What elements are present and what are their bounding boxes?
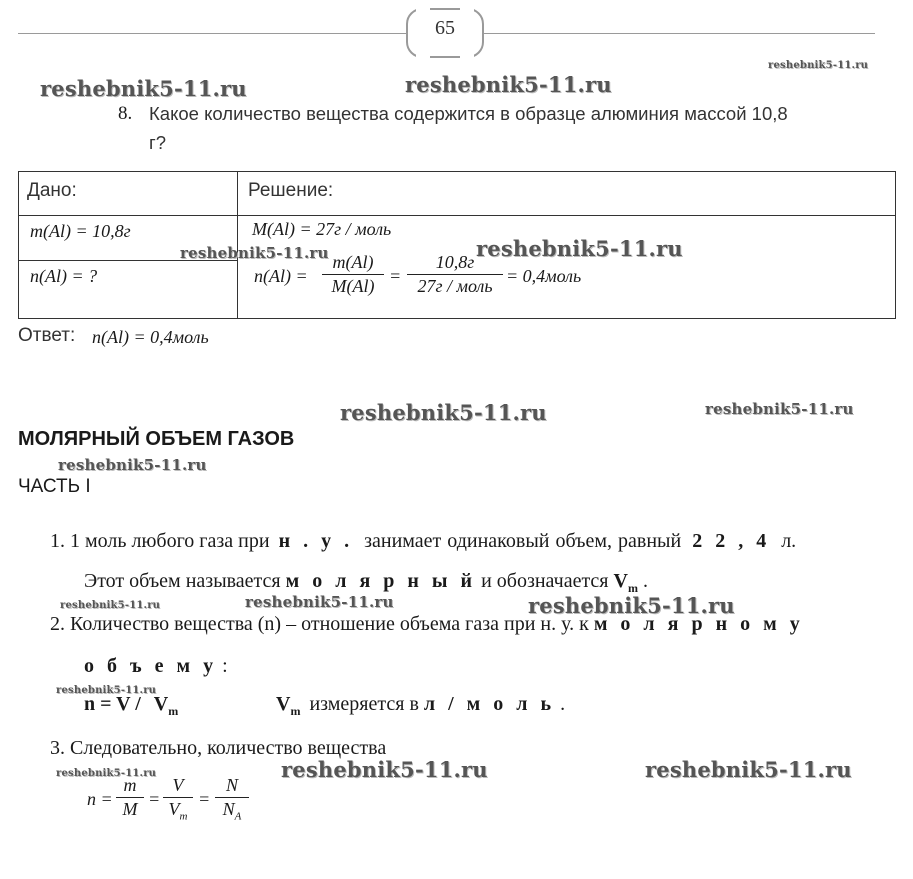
item-2-molarnomu: м о л я р н о м у bbox=[593, 613, 804, 635]
watermark: reshebnik5-11.ru bbox=[528, 593, 735, 618]
item-2-measure-text: измеряется в bbox=[309, 693, 419, 715]
header-rule-right bbox=[480, 33, 875, 34]
item-2-measure-sub: m bbox=[290, 704, 301, 718]
item-2-formula-vm: V bbox=[153, 693, 169, 715]
fraction-1-denominator: M(Al) bbox=[331, 276, 375, 296]
watermark: reshebnik5-11.ru bbox=[768, 60, 869, 71]
item-2-text-a: 2. Количество вещества (n) – отношение объема газа при н. у. к bbox=[50, 613, 589, 635]
item-2-measure-dot: . bbox=[560, 693, 566, 715]
given-find: n(Al) = ? bbox=[30, 266, 98, 286]
formula-result: = 0,4моль bbox=[506, 266, 582, 286]
item-3-formula-eq2: = bbox=[198, 789, 211, 809]
item-2-line-1 bbox=[50, 613, 804, 636]
formula-fraction-1 bbox=[322, 252, 384, 297]
item-3-formula-lhs: n = bbox=[87, 789, 113, 809]
watermark: reshebnik5-11.ru bbox=[645, 757, 852, 782]
problem-text-line1: Какое количество вещества содержится в образце алюминия массой 10,8 bbox=[149, 103, 788, 124]
item-3-fraction-3 bbox=[215, 775, 249, 823]
header-rule-left bbox=[18, 33, 410, 34]
item-1-vm: V bbox=[613, 570, 628, 592]
item-1-line2-text-b: и обозначается bbox=[481, 570, 609, 592]
problem-number: 8. bbox=[118, 103, 133, 124]
item-1-line-2 bbox=[84, 570, 648, 596]
item-3-f2-numerator: V bbox=[163, 775, 193, 798]
watermark: reshebnik5-11.ru bbox=[58, 456, 207, 474]
formula-equals: = bbox=[389, 266, 402, 286]
item-3-text: 3. Следовательно, количество вещества bbox=[50, 737, 387, 759]
page-number: 65 bbox=[435, 17, 455, 39]
item-2-measure-v: V bbox=[276, 693, 291, 715]
item-1-nu: н . у . bbox=[278, 530, 354, 552]
item-2-formula bbox=[84, 693, 178, 719]
section-title: МОЛЯРНЫЙ ОБЪЕМ ГАЗОВ bbox=[18, 428, 295, 450]
item-3-f3-denominator: $N_A$ bbox=[222, 799, 242, 823]
item-2-formula-text: n = V / bbox=[84, 693, 141, 715]
watermark: reshebnik5-11.ru bbox=[340, 400, 547, 425]
given-mass: m(Al) = 10,8г bbox=[30, 221, 131, 241]
item-1-unit: л. bbox=[781, 530, 797, 552]
item-2-colon: : bbox=[222, 655, 228, 677]
watermark: reshebnik5-11.ru bbox=[40, 76, 247, 101]
item-1-text-b: занимает одинаковый объем, равный bbox=[364, 530, 682, 552]
fraction-2-denominator: 27г / моль bbox=[417, 276, 493, 296]
item-3-formula-eq1: = bbox=[148, 789, 161, 809]
watermark: reshebnik5-11.ru bbox=[281, 757, 488, 782]
watermark: reshebnik5-11.ru bbox=[476, 236, 683, 261]
watermark: reshebnik5-11.ru bbox=[56, 768, 157, 779]
item-3-f3-numerator: N bbox=[215, 775, 249, 798]
watermark: reshebnik5-11.ru bbox=[60, 600, 161, 611]
watermark: reshebnik5-11.ru bbox=[56, 685, 157, 696]
item-2-measure bbox=[276, 693, 565, 719]
item-2-formula-vm-sub: m bbox=[168, 704, 179, 718]
watermark: reshebnik5-11.ru bbox=[245, 593, 394, 611]
item-3-fraction-1 bbox=[116, 775, 144, 820]
item-2-obemu: о б ъ е м у bbox=[84, 655, 218, 677]
item-1-vm-sub: m bbox=[627, 581, 638, 595]
formula-lhs: n(Al) = bbox=[254, 266, 308, 286]
item-1-dot: . bbox=[642, 570, 648, 592]
fraction-2-numerator: 10,8г bbox=[407, 252, 503, 275]
item-1-text-a: 1. 1 моль любого газа при bbox=[50, 530, 270, 552]
molar-mass: M(Al) = 27г / моль bbox=[252, 219, 392, 239]
item-1-line-1 bbox=[50, 530, 796, 553]
problem-text-line2: г? bbox=[149, 132, 167, 153]
fraction-1-numerator: m(Al) bbox=[322, 252, 384, 275]
item-3-f2-denominator: $V_m$ bbox=[168, 799, 188, 823]
watermark: reshebnik5-11.ru bbox=[705, 400, 854, 418]
item-2-line-2 bbox=[84, 655, 228, 678]
item-1-molar: м о л я р н ы й bbox=[285, 570, 477, 592]
answer-value: n(Al) = 0,4моль bbox=[92, 327, 209, 347]
given-header: Дано: bbox=[27, 180, 77, 201]
table-header-divider bbox=[18, 215, 896, 216]
watermark: reshebnik5-11.ru bbox=[405, 72, 612, 97]
watermark: reshebnik5-11.ru bbox=[180, 244, 329, 262]
section-part: ЧАСТЬ I bbox=[18, 476, 91, 497]
item-1-line2-text-a: Этот объем называется bbox=[84, 570, 281, 592]
answer-label: Ответ: bbox=[18, 325, 76, 346]
item-2-measure-unit: л / м о л ь bbox=[423, 693, 556, 715]
item-3-fraction-2 bbox=[163, 775, 193, 823]
item-3-f1-numerator: m bbox=[116, 775, 144, 798]
solution-header: Решение: bbox=[248, 180, 334, 201]
item-3-f1-denominator: M bbox=[122, 799, 138, 819]
item-1-value: 2 2 , 4 bbox=[692, 530, 771, 552]
